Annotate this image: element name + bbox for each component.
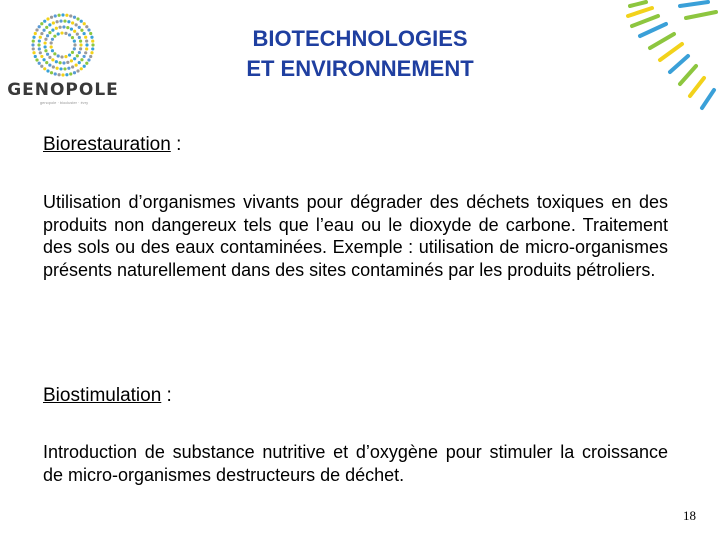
emblem-dot [87, 28, 90, 31]
emblem-dot [38, 39, 41, 42]
emblem-dot [63, 19, 66, 22]
emblem-dot [76, 17, 79, 20]
emblem-dot [71, 36, 74, 39]
emblem-dot [56, 20, 59, 23]
emblem-dot [73, 57, 76, 60]
emblem-dot [79, 43, 82, 46]
emblem-dot [68, 33, 71, 36]
emblem-dot [75, 23, 78, 26]
emblem-dot [45, 26, 48, 29]
emblem-dot [70, 59, 73, 62]
emblem-dot [76, 54, 79, 57]
genopole-emblem-icon [30, 12, 96, 78]
emblem-dot [91, 43, 94, 46]
section-body-biostimulation: Introduction de substance nutritive et d’oxygène pour stimuler la croissance de micro-organismes destructeurs de déchet. [43, 442, 668, 485]
emblem-dot [64, 32, 67, 35]
emblem-dot [76, 69, 79, 72]
heading-colon: : [161, 385, 172, 406]
emblem-dot [34, 55, 37, 58]
emblem-dot [54, 72, 57, 75]
emblem-dot [32, 39, 35, 42]
logo-name: GENOPOLE [7, 80, 119, 100]
emblem-dot [73, 43, 76, 46]
emblem-dot [67, 20, 70, 23]
emblem-dot [44, 45, 47, 48]
emblem-dot [90, 36, 93, 39]
emblem-dot [80, 58, 83, 61]
emblem-dot [91, 39, 94, 42]
emblem-dot [75, 63, 78, 66]
emblem-dot [63, 67, 66, 70]
emblem-dot [46, 17, 49, 20]
emblem-dot [87, 58, 90, 61]
emblem-dot [45, 61, 48, 64]
emblem-dot [65, 73, 68, 76]
title-line-2: ET ENVIRONNEMENT [246, 56, 474, 81]
heading-label: Biorestauration [43, 134, 171, 155]
emblem-dot [79, 40, 82, 43]
emblem-dot [38, 25, 41, 28]
decorative-rays-icon [610, 0, 720, 120]
emblem-dot [34, 32, 37, 35]
emblem-dot [51, 29, 54, 32]
heading-label: Biostimulation [43, 385, 162, 406]
emblem-dot [68, 53, 71, 56]
emblem-dot [35, 58, 38, 61]
emblem-dot [58, 26, 61, 29]
emblem-dot [84, 51, 87, 54]
genopole-logo [4, 10, 122, 105]
emblem-dot [50, 45, 53, 48]
emblem-dot [32, 36, 35, 39]
emblem-dot [71, 21, 74, 24]
emblem-dot [62, 25, 65, 28]
emblem-dot [42, 58, 45, 61]
logo-tagline: genopole · biocluster · évry [39, 100, 89, 105]
section-heading-biostimulation [43, 385, 172, 407]
emblem-dot [40, 22, 43, 25]
emblem-dot [85, 39, 88, 42]
emblem-dot [84, 36, 87, 39]
emblem-dot [73, 16, 76, 19]
emblem-dot [51, 49, 54, 52]
section-body-biorestauration: Utilisation d’organismes vivants pour dégrader des déchets toxiques en des produits non dangereux tels que l’eau ou le dioxyde de carbone. Traitement des sols ou des eaux contaminées. Exemple : utilisation de micro-organismes présents naturellement dans des sites contaminés par les produits pétroliers. [43, 192, 668, 281]
emblem-dot [85, 62, 88, 65]
emblem-dot [46, 69, 49, 72]
emblem-dot [66, 61, 69, 64]
emblem-dot [78, 51, 81, 54]
emblem-dot [46, 53, 49, 56]
emblem-dot [44, 49, 47, 52]
emblem-dot [31, 43, 34, 46]
emblem-dot [90, 51, 93, 54]
emblem-dot [43, 67, 46, 70]
emblem-dot [56, 67, 59, 70]
emblem-dot [69, 14, 72, 17]
emblem-dot [78, 26, 81, 29]
emblem-dot [59, 19, 62, 22]
emblem-dot [65, 14, 68, 17]
emblem-dot [44, 41, 47, 44]
emblem-dot [57, 14, 60, 17]
emblem-dot [57, 73, 60, 76]
emblem-dot [61, 13, 64, 16]
emblem-dot [69, 72, 72, 75]
emblem-dot [78, 61, 81, 64]
emblem-dot [73, 30, 76, 33]
emblem-dot [62, 61, 65, 64]
emblem-dot [52, 65, 55, 68]
emblem-dot [52, 21, 55, 24]
emblem-dot [50, 16, 53, 19]
emblem-dot [42, 29, 45, 32]
emblem-dot [73, 71, 76, 74]
emblem-dot [48, 63, 51, 66]
emblem-dot [39, 51, 42, 54]
title-line-1: BIOTECHNOLOGIES [252, 26, 468, 51]
emblem-dot [48, 56, 51, 59]
emblem-dot [78, 36, 81, 39]
emblem-dot [80, 20, 83, 23]
emblem-dot [35, 28, 38, 31]
emblem-dot [80, 67, 83, 70]
emblem-dot [57, 54, 60, 57]
emblem-dot [64, 55, 67, 58]
emblem-dot [83, 55, 86, 58]
emblem-dot [66, 26, 69, 29]
emblem-dot [48, 31, 51, 34]
emblem-dot [54, 14, 57, 17]
emblem-dot [58, 61, 61, 64]
emblem-dot [76, 33, 79, 36]
emblem-dot [51, 58, 54, 61]
emblem-dot [32, 47, 35, 50]
emblem-dot [40, 65, 43, 68]
emblem-dot [79, 47, 82, 50]
emblem-dot [38, 47, 41, 50]
emblem-dot [44, 38, 47, 41]
emblem-dot [61, 73, 64, 76]
emblem-dot [32, 51, 35, 54]
emblem-dot [73, 40, 76, 43]
emblem-dot [40, 55, 43, 58]
heading-colon: : [170, 134, 182, 155]
emblem-dot [85, 43, 88, 46]
emblem-dot [60, 31, 63, 34]
slide-title [190, 24, 530, 84]
emblem-dot [60, 55, 63, 58]
emblem-dot [51, 38, 54, 41]
emblem-dot [67, 67, 70, 70]
emblem-dot [71, 51, 74, 54]
emblem-dot [85, 47, 88, 50]
emblem-dot [53, 52, 56, 55]
emblem-dot [48, 23, 51, 26]
emblem-dot [89, 55, 92, 58]
emblem-dot [40, 32, 43, 35]
page-number: 18 [683, 508, 696, 523]
emblem-dot [55, 60, 58, 63]
emblem-dot [50, 41, 53, 44]
section-heading-biorestauration [43, 134, 181, 156]
emblem-dot [39, 36, 42, 39]
emblem-dot [38, 62, 41, 65]
emblem-dot [53, 35, 56, 38]
emblem-dot [85, 25, 88, 28]
emblem-dot [89, 32, 92, 35]
emblem-dot [57, 32, 60, 35]
emblem-dot [83, 65, 86, 68]
emblem-dot [70, 27, 73, 30]
emblem-dot [71, 65, 74, 68]
emblem-dot [73, 47, 76, 50]
emblem-dot [80, 29, 83, 32]
emblem-dot [55, 27, 58, 30]
emblem-dot [91, 47, 94, 50]
emblem-dot [59, 67, 62, 70]
emblem-dot [83, 22, 86, 25]
emblem-dot [50, 71, 53, 74]
emblem-dot [43, 20, 46, 23]
emblem-dot [46, 34, 49, 37]
emblem-dot [83, 32, 86, 35]
emblem-dot [37, 43, 40, 46]
